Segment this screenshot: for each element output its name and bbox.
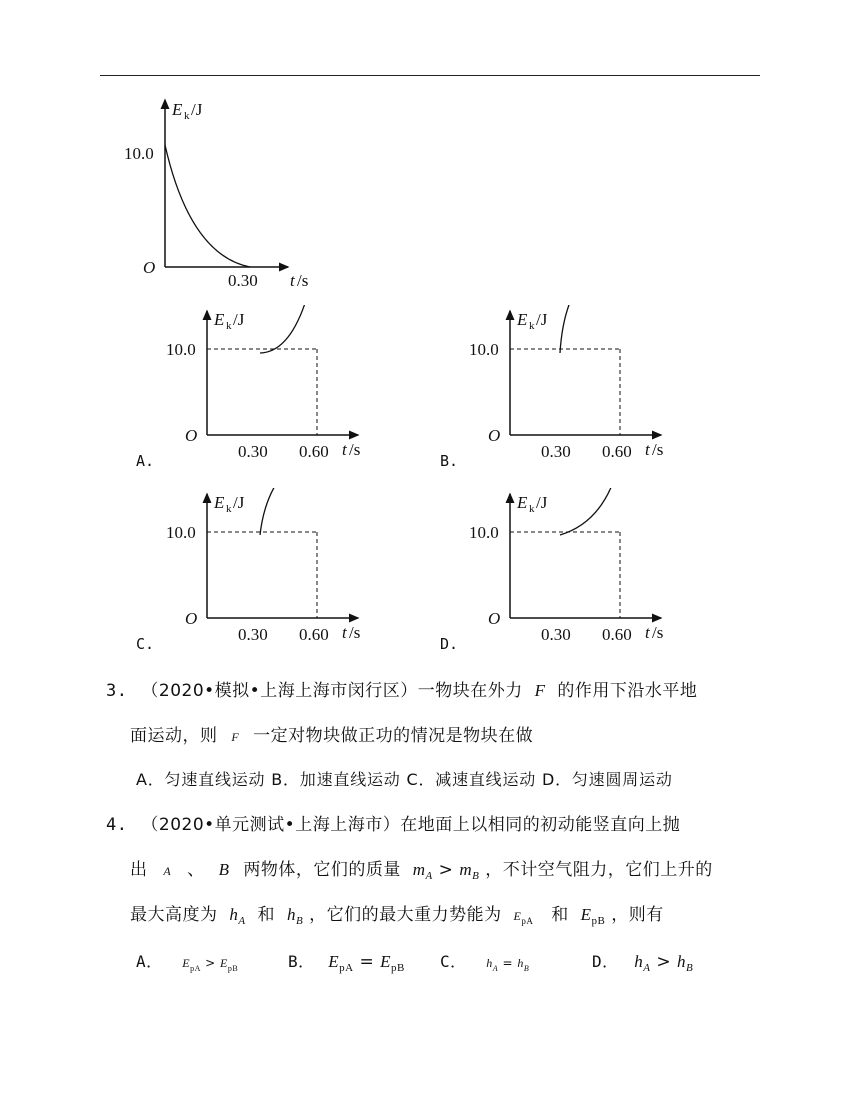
q4-text-1: （2020•单元测试•上海上海市）在地面上以相同的初动能竖直向上抛: [141, 815, 681, 835]
x-tick-1: 0.30: [238, 442, 268, 461]
ylabel-e: E: [517, 493, 528, 512]
option-graph-b: [453, 305, 683, 475]
ylabel-unit: /J: [536, 310, 548, 329]
q4-text-3c: ，则有: [611, 905, 664, 925]
q3-line1: [106, 681, 697, 701]
q4-line1: [106, 815, 680, 835]
q4-option-d[interactable]: D． $h_A > h_B$: [592, 952, 694, 974]
q4-var-a: A: [163, 864, 172, 878]
x-tick-2: 0.60: [602, 442, 632, 461]
option-letter-b[interactable]: B.: [440, 452, 459, 470]
option-letter-d[interactable]: D.: [440, 635, 459, 653]
ylabel-unit: /J: [536, 493, 548, 512]
x-tick-1: 0.30: [541, 442, 571, 461]
y-tick: 10.0: [469, 523, 499, 542]
origin-label: O: [143, 258, 156, 277]
ek-curve: [165, 145, 250, 267]
main-ek-graph: [110, 95, 330, 295]
x-tick-1: 0.30: [541, 625, 571, 644]
y-tick: 10.0: [166, 523, 196, 542]
q3-text-2a: 面运动，则: [130, 726, 218, 746]
q4-option-b[interactable]: B． $E_{pA} = E_{pB}$: [288, 952, 405, 974]
ek-curve: [260, 305, 317, 353]
xlabel-unit: /s: [652, 623, 664, 642]
q4-text-2b: 两物体，它们的质量: [243, 860, 401, 880]
q3-var-f2: F: [231, 730, 240, 744]
ylabel-e: E: [214, 493, 225, 512]
ylabel-unit: /J: [233, 310, 245, 329]
option-graph-c: [150, 488, 380, 658]
ylabel-e: E: [517, 310, 528, 329]
x-tick-1: 0.30: [238, 625, 268, 644]
q4-ha: $h_A$: [229, 905, 246, 927]
option-graph-d: [453, 488, 683, 658]
header-rule: [100, 75, 760, 76]
q3-var-f1: F: [534, 681, 546, 700]
xlabel-t: t: [342, 440, 347, 459]
origin-label: O: [488, 426, 501, 445]
origin-label: O: [488, 609, 501, 628]
q3-text-1b: 的作用下沿水平地: [557, 681, 698, 701]
x-tick: 0.30: [228, 271, 258, 290]
q4-text-3b: ，它们的最大重力势能为: [309, 905, 502, 925]
ylabel-e: E: [172, 100, 183, 119]
xlabel-unit: /s: [349, 623, 361, 642]
ek-curve: [560, 488, 622, 535]
xlabel-unit: /s: [652, 440, 664, 459]
x-tick-2: 0.60: [299, 442, 329, 461]
ylabel-unit: /J: [191, 100, 203, 119]
origin-label: O: [185, 426, 198, 445]
q4-text-2c: ，不计空气阻力，它们上升的: [485, 860, 713, 880]
ylabel-e: E: [214, 310, 225, 329]
q3-line2: [130, 726, 533, 747]
q4-mass-ineq: $m_A > m_B$: [412, 860, 480, 882]
q3-text-2b: 一定对物块做正功的情况是物块在做: [253, 726, 534, 746]
ek-curve: [260, 488, 325, 535]
option-letter-a[interactable]: A.: [136, 452, 155, 470]
q3-options: A．匀速直线运动 B．加速直线运动 C．减速直线运动 D．匀速圆周运动: [136, 770, 673, 789]
ylabel-sub: k: [529, 503, 535, 515]
xlabel-t: t: [290, 271, 295, 290]
q4-line2: [130, 860, 713, 886]
q4-and-1: 和: [257, 905, 276, 925]
q4-epb: $E_{pB}$: [580, 905, 606, 927]
q4-line3: [130, 905, 664, 931]
xlabel-t: t: [342, 623, 347, 642]
q3-text-1a: （2020•模拟•上海上海市闵行区）一物块在外力: [141, 681, 523, 701]
origin-label: O: [185, 609, 198, 628]
q4-var-b: B: [218, 860, 230, 879]
xlabel-unit: /s: [297, 271, 309, 290]
q4-option-a[interactable]: A． $E_{pA} > E_{pB}$: [136, 952, 239, 973]
ylabel-unit: /J: [233, 493, 245, 512]
q4-text-2a: 出: [130, 860, 148, 880]
option-letter-c[interactable]: C.: [136, 635, 155, 653]
y-tick: 10.0: [124, 144, 154, 163]
q4-sep: 、: [187, 860, 205, 880]
x-tick-2: 0.60: [602, 625, 632, 644]
xlabel-unit: /s: [349, 440, 361, 459]
q4-text-3a: 最大高度为: [130, 905, 218, 925]
q4-and-2: 和: [551, 905, 569, 925]
q3-number: 3.: [106, 681, 128, 701]
q4-hb: $h_B$: [286, 905, 304, 927]
q4-option-c[interactable]: C． $h_A = h_B$: [440, 952, 530, 973]
ek-curve: [560, 305, 620, 353]
x-tick-2: 0.60: [299, 625, 329, 644]
ylabel-sub: k: [226, 503, 232, 515]
xlabel-t: t: [645, 623, 650, 642]
y-tick: 10.0: [166, 340, 196, 359]
q4-number: 4.: [106, 815, 128, 835]
ylabel-sub: k: [226, 320, 232, 332]
option-graph-a: [150, 305, 380, 475]
ylabel-sub: k: [529, 320, 535, 332]
xlabel-t: t: [645, 440, 650, 459]
ylabel-sub: k: [184, 110, 190, 122]
y-tick: 10.0: [469, 340, 499, 359]
q4-epa: $E_{pA}$: [513, 909, 534, 926]
